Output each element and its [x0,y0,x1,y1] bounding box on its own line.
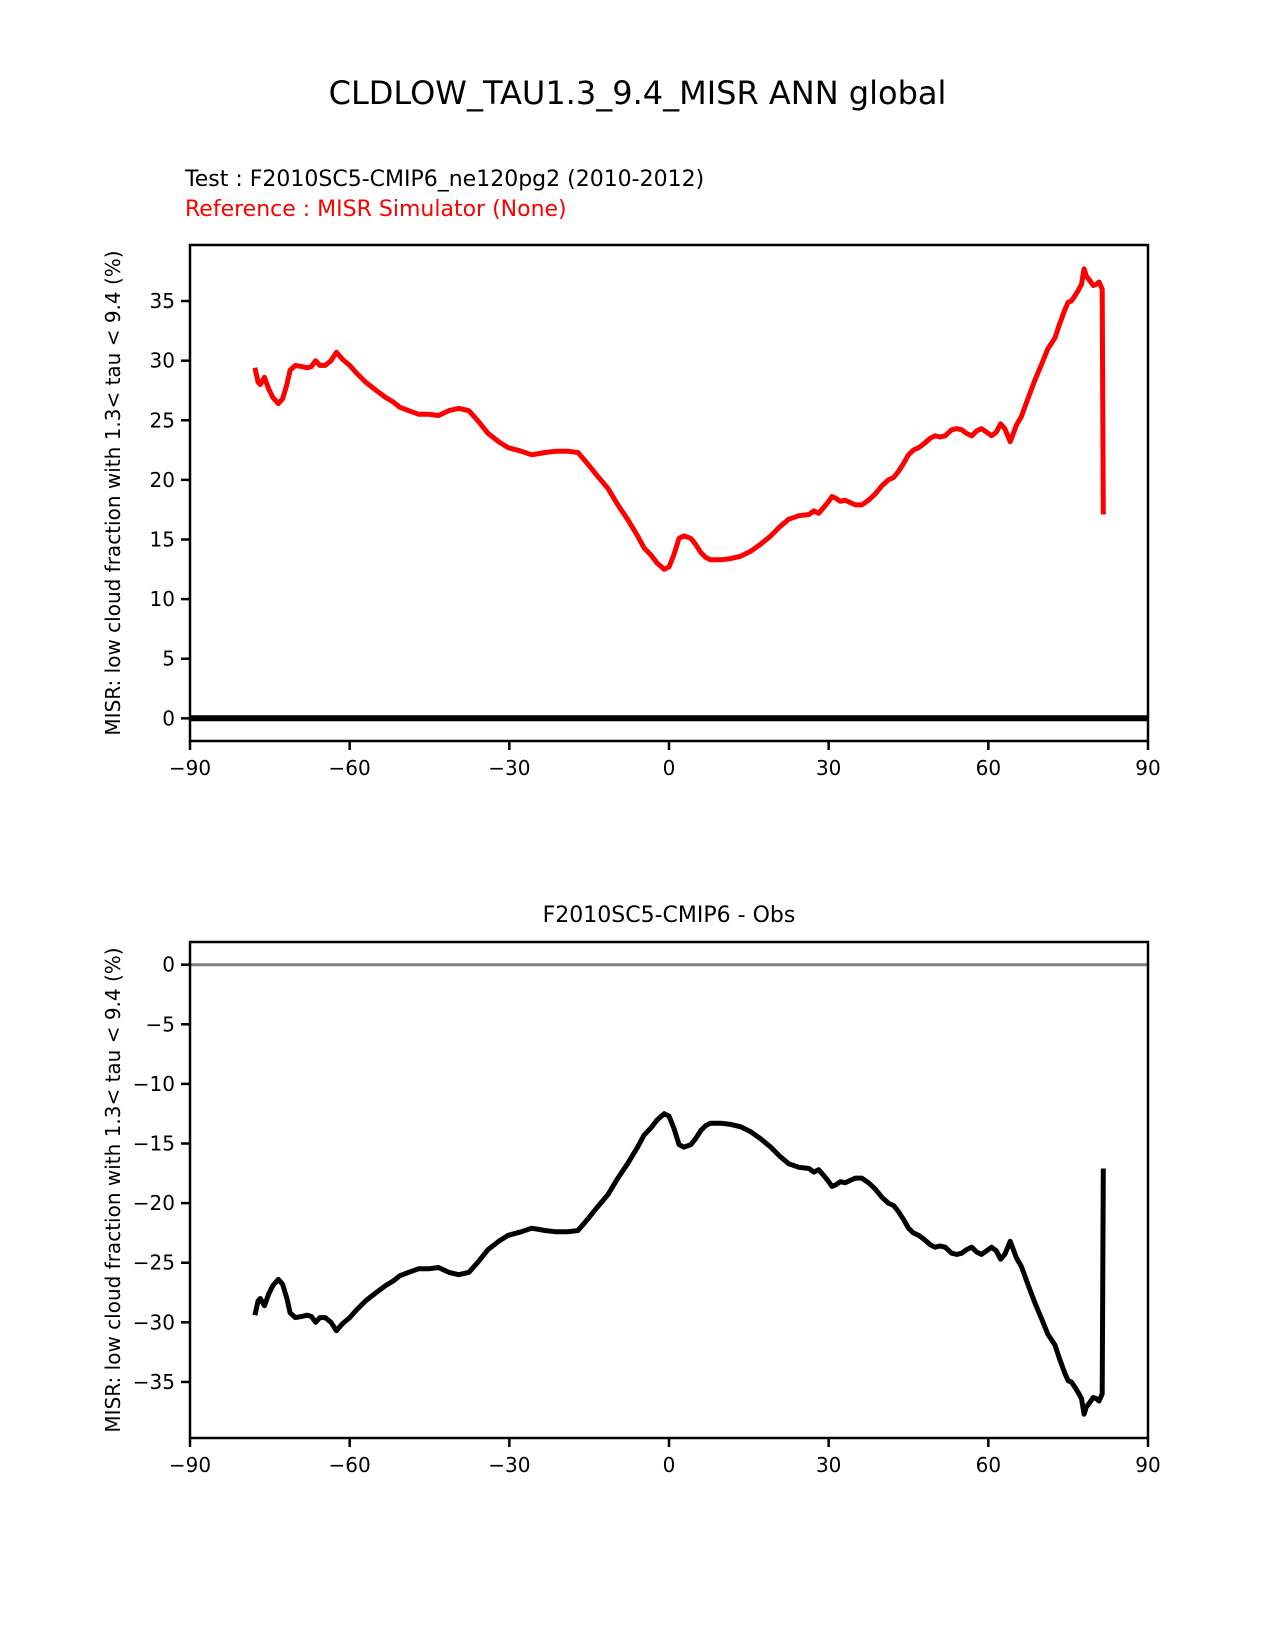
y-tick-label: −25 [132,1250,175,1275]
plot-spines [190,942,1148,1438]
test-curve [255,269,1103,570]
y-tick-label: −15 [132,1131,175,1156]
y-tick-label: 20 [149,467,175,492]
plot-spines [190,245,1148,741]
y-tick-label: −10 [132,1071,175,1096]
y-tick-label: 30 [149,348,175,373]
y-tick-label: 5 [162,646,175,671]
y-axis-label: MISR: low cloud fraction with 1.3< tau < 9.4 (%) [101,250,125,736]
x-tick-label: −90 [168,756,212,780]
reference-subtitle: Reference : MISR Simulator (None) [185,197,567,222]
y-tick-label: 10 [149,587,175,612]
x-tick-label: −90 [168,1453,212,1477]
chart-bottom [101,942,1161,1477]
x-tick-label: 0 [662,756,676,780]
x-tick-label: −30 [488,1453,531,1477]
x-tick-label: 30 [815,1453,842,1477]
y-tick-label: −5 [145,1012,175,1037]
y-tick-label: 0 [162,706,175,731]
y-tick-label: 0 [162,952,175,977]
x-tick-label: 0 [662,1453,676,1477]
y-tick-label: 15 [149,527,175,552]
x-tick-label: −60 [328,1453,371,1477]
difference-curve [255,1114,1103,1415]
y-axis-label: MISR: low cloud fraction with 1.3< tau < 9.4 (%) [101,947,125,1433]
test-subtitle: Test : F2010SC5-CMIP6_ne120pg2 (2010-2012) [185,167,705,192]
y-tick-label: 25 [149,408,175,433]
x-tick-label: 90 [1135,1453,1161,1477]
x-tick-label: 30 [815,756,842,780]
y-tick-label: −35 [132,1369,175,1394]
x-tick-label: 60 [975,756,1002,780]
y-tick-label: 35 [149,289,175,314]
x-tick-label: −30 [488,756,531,780]
figure-title: CLDLOW_TAU1.3_9.4_MISR ANN global [328,74,947,112]
chart-top [101,245,1161,780]
y-tick-label: −20 [132,1191,175,1216]
bottom-chart-title: F2010SC5-CMIP6 - Obs [542,903,796,928]
y-tick-label: −30 [132,1310,175,1335]
x-tick-label: 90 [1135,756,1161,780]
x-tick-label: −60 [328,756,371,780]
x-tick-label: 60 [975,1453,1002,1477]
